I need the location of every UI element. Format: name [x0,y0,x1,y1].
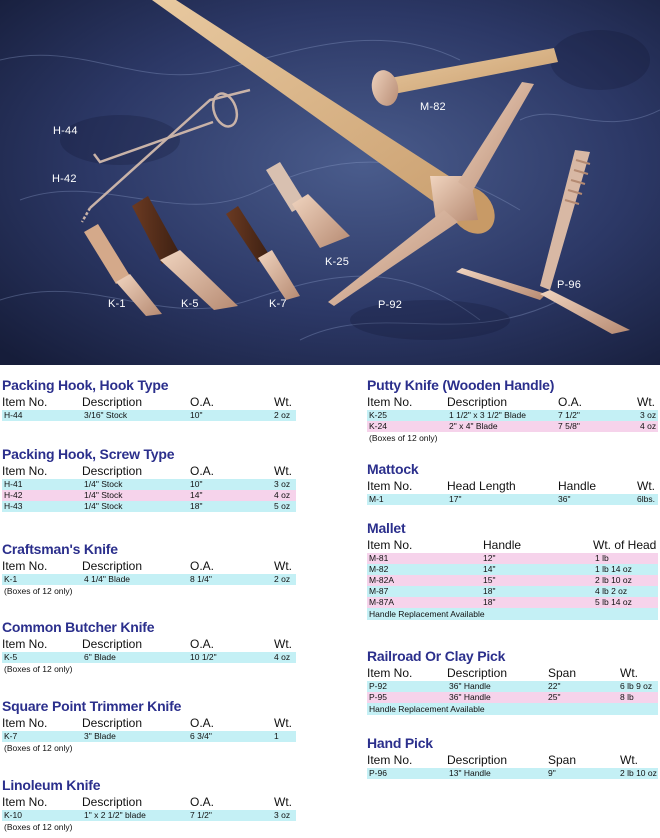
cell-desc: 1/4" Stock [84,479,123,489]
section-packing-hook-hook-type [2,377,296,421]
cell-desc: 1 1/2" x 3 1/2" Blade [449,410,526,420]
cell-wt: 6lbs. [637,494,655,504]
cell-oa: 10 1/2" [190,652,217,662]
table-row [2,574,296,585]
cell-wt: 4 oz [274,652,291,662]
cell-wt: 1 lb [595,553,609,563]
header-oa: O.A. [190,716,215,730]
cell-span: 22" [548,681,561,691]
cell-handle: 12" [483,553,496,563]
cell-wt: 4 oz [640,421,657,431]
section-title: Linoleum Knife [2,777,101,793]
table-row [367,410,658,421]
cell-item: M-82A [369,575,395,585]
cell-item: P-92 [369,681,387,691]
table-header [2,558,296,574]
section-title: Packing Hook, Screw Type [2,446,175,462]
section-title: Hand Pick [367,735,433,751]
photo-label: K-5 [181,298,199,310]
cell-wt: 1 [274,731,279,741]
photo-label: M-82 [420,101,446,113]
section-craftsmans-knife [2,541,296,597]
cell-item: P-96 [369,768,387,778]
cell-item: K-7 [4,731,18,741]
table-header [367,478,658,494]
cell-oa: 8 1/4" [190,574,212,584]
table-header [367,537,658,553]
photo-label: H-42 [52,173,77,185]
section-hand-pick [367,735,658,779]
table-row [367,421,658,432]
header-description: Description [447,395,508,409]
header-item-no: Item No. [367,538,413,552]
cell-handle: 14" [483,564,496,574]
section-note: Handle Replacement Available [367,608,658,620]
header-item-no: Item No. [367,395,413,409]
table-header [2,715,296,731]
cell-item: M-82 [369,564,389,574]
cell-span: 25" [548,692,561,702]
cell-item: K-1 [4,574,18,584]
cell-span: 9" [548,768,556,778]
table-row [2,479,296,490]
cell-wt: 3 oz [274,479,291,489]
header-handle: Handle [483,538,522,552]
section-note: (Boxes of 12 only) [369,433,438,443]
photo-label: K-1 [108,298,126,310]
cell-oa: 7 1/2" [190,810,212,820]
table-row [2,490,296,501]
section-packing-hook-screw-type [2,446,296,512]
header-item-no: Item No. [2,464,48,478]
header-item-no: Item No. [2,716,48,730]
table-row [367,681,658,692]
cell-item: H-41 [4,479,23,489]
header-wt: Wt. [637,479,655,493]
header-span: Span [548,753,577,767]
photo-label: K-25 [325,256,350,268]
header-wt-of-head: Wt. of Head [593,538,657,552]
section-title: Mallet [367,520,406,536]
photo-label: P-92 [378,299,403,311]
header-head-length: Head Length [447,479,516,493]
cell-oa: 10" [190,410,203,420]
photo-label: H-44 [53,125,78,137]
header-description: Description [447,666,508,680]
cell-wt: 3 oz [274,810,291,820]
table-header [367,752,658,768]
table-row [367,768,658,779]
photo-illustration [0,0,660,365]
table-row [2,652,296,663]
section-note: (Boxes of 12 only) [4,664,73,674]
header-wt: Wt. [274,795,292,809]
table-header [367,394,658,410]
section-putty-knife [367,377,658,444]
header-wt: Wt. [274,395,292,409]
section-note: Handle Replacement Available [367,703,658,715]
cell-wt: 2 oz [274,410,291,420]
photo-label: P-96 [557,279,582,291]
cell-item: K-10 [4,810,22,820]
cell-desc: 1" x 2 1/2" blade [84,810,146,820]
header-oa: O.A. [190,395,215,409]
photo-label: K-7 [269,298,287,310]
header-wt: Wt. [274,559,292,573]
cell-oa: 14" [190,490,203,500]
cell-item: M-81 [369,553,389,563]
cell-item: M-87 [369,586,389,596]
section-mattock [367,461,658,505]
table-row [2,731,296,742]
table-row [2,410,296,421]
cell-item: H-43 [4,501,23,511]
cell-oa: 10" [190,479,203,489]
table-row [367,564,658,575]
cell-desc: 3/16" Stock [84,410,128,420]
cell-wt: 4 lb 2 oz [595,586,628,596]
cell-wt: 5 oz [274,501,291,511]
header-oa: O.A. [190,464,215,478]
header-oa: O.A. [190,637,215,651]
cell-desc: 3" Blade [84,731,116,741]
cell-oa: 6 3/4" [190,731,212,741]
header-oa: O.A. [558,395,583,409]
section-common-butcher-knife [2,619,296,675]
table-row [2,810,296,821]
cell-item: H-42 [4,490,23,500]
cell-wt: 2 oz [274,574,291,584]
cell-oa: 7 5/8" [558,421,580,431]
cell-desc: 13" Handle [449,768,491,778]
section-title: Common Butcher Knife [2,619,155,635]
cell-item: H-44 [4,410,23,420]
header-item-no: Item No. [2,637,48,651]
table-row [367,553,658,564]
cell-desc: 4 1/4" Blade [84,574,131,584]
header-wt: Wt. [637,395,655,409]
cell-item: K-24 [369,421,387,431]
table-row [367,494,658,505]
cell-head-length: 17" [449,494,462,504]
cell-item: P-95 [369,692,387,702]
cell-oa: 7 1/2" [558,410,580,420]
cell-desc: 36" Handle [449,692,491,702]
table-row [367,575,658,586]
cell-handle: 15" [483,575,496,585]
cell-desc: 6" Blade [84,652,116,662]
cell-item: K-25 [369,410,387,420]
section-railroad-clay-pick [367,648,658,715]
header-item-no: Item No. [2,795,48,809]
section-linoleum-knife [2,777,296,833]
table-row [367,586,658,597]
header-wt: Wt. [274,637,292,651]
header-wt: Wt. [620,753,638,767]
header-description: Description [82,795,143,809]
cell-wt: 6 lb 9 oz [620,681,653,691]
table-row [367,692,658,703]
header-wt: Wt. [620,666,638,680]
cell-desc: 36" Handle [449,681,491,691]
cell-item: M-1 [369,494,384,504]
cell-item: M-87A [369,597,395,607]
header-item-no: Item No. [367,753,413,767]
header-description: Description [82,559,143,573]
cell-handle: 18" [483,597,496,607]
header-description: Description [447,753,508,767]
cell-wt: 3 oz [640,410,657,420]
cell-wt: 8 lb [620,692,634,702]
table-header [2,394,296,410]
table-header [367,665,658,681]
table-header [2,636,296,652]
header-item-no: Item No. [2,395,48,409]
section-title: Packing Hook, Hook Type [2,377,169,393]
header-description: Description [82,716,143,730]
header-item-no: Item No. [2,559,48,573]
cell-handle: 18" [483,586,496,596]
cell-wt: 1 lb 14 oz [595,564,632,574]
cell-desc: 1/4" Stock [84,490,123,500]
cell-wt: 5 lb 14 oz [595,597,632,607]
header-wt: Wt. [274,464,292,478]
table-row [367,597,658,608]
header-oa: O.A. [190,559,215,573]
cell-wt: 4 oz [274,490,291,500]
section-title: Mattock [367,461,419,477]
section-square-point-trimmer-knife [2,698,296,754]
header-item-no: Item No. [367,479,413,493]
table-header [2,794,296,810]
cell-wt: 2 lb 10 oz [595,575,632,585]
cell-item: K-5 [4,652,18,662]
table-row [2,501,296,512]
cell-wt: 2 lb 10 oz [620,768,657,778]
cell-desc: 2" x 4" Blade [449,421,498,431]
section-title: Putty Knife (Wooden Handle) [367,377,555,393]
section-mallet [367,520,658,620]
header-description: Description [82,395,143,409]
header-item-no: Item No. [367,666,413,680]
section-title: Square Point Trimmer Knife [2,698,182,714]
section-title: Railroad Or Clay Pick [367,648,506,664]
cell-desc: 1/4" Stock [84,501,123,511]
header-wt: Wt. [274,716,292,730]
product-photo [0,0,660,365]
section-title: Craftsman's Knife [2,541,118,557]
header-handle: Handle [558,479,597,493]
table-header [2,463,296,479]
header-description: Description [82,637,143,651]
cell-handle: 36" [558,494,571,504]
section-note: (Boxes of 12 only) [4,822,73,832]
cell-oa: 18" [190,501,203,511]
section-note: (Boxes of 12 only) [4,586,73,596]
header-span: Span [548,666,577,680]
section-note: (Boxes of 12 only) [4,743,73,753]
header-oa: O.A. [190,795,215,809]
header-description: Description [82,464,143,478]
